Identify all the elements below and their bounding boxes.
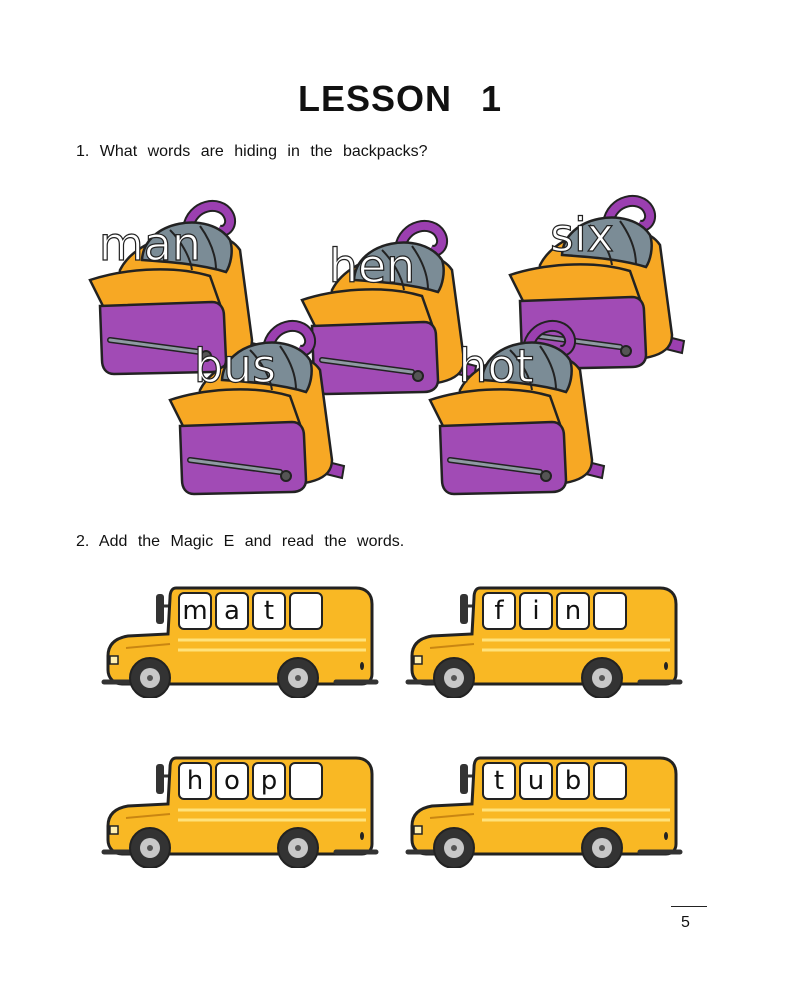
letter-boxes	[178, 762, 323, 800]
magic-e-blank-box[interactable]	[289, 592, 323, 630]
magic-e-blank-box[interactable]	[593, 762, 627, 800]
backpack-word: hen	[328, 239, 416, 293]
school-bus-hop	[100, 748, 380, 868]
letter-box: n	[556, 592, 590, 630]
letter-box: m	[178, 592, 212, 630]
school-bus-fin	[404, 578, 684, 698]
letter-box: u	[519, 762, 553, 800]
letter-box: o	[215, 762, 249, 800]
page-number-rule	[671, 906, 707, 907]
letter-box: h	[178, 762, 212, 800]
backpack-word: bus	[193, 339, 277, 393]
letter-boxes	[482, 762, 627, 800]
school-bus-mat	[100, 578, 380, 698]
letter-box: f	[482, 592, 516, 630]
letter-box: t	[252, 592, 286, 630]
letter-box: a	[215, 592, 249, 630]
page-number: 5	[681, 914, 690, 931]
backpack-word: six	[550, 208, 614, 262]
backpack-bus	[160, 310, 350, 500]
exercise-2-instruction: 2. Add the Magic E and read the words.	[76, 533, 405, 550]
backpack-word: man	[98, 217, 202, 271]
letter-boxes	[482, 592, 627, 630]
magic-e-blank-box[interactable]	[289, 762, 323, 800]
letter-box: i	[519, 592, 553, 630]
exercise-1-instruction: 1. What words are hiding in the backpacks?	[76, 143, 428, 160]
backpack-word: hot	[458, 339, 534, 393]
magic-e-blank-box[interactable]	[593, 592, 627, 630]
letter-box: b	[556, 762, 590, 800]
backpack-hot	[420, 310, 610, 500]
letter-boxes	[178, 592, 323, 630]
letter-box: t	[482, 762, 516, 800]
page-title: LESSON 1	[297, 78, 503, 119]
school-bus-tub	[404, 748, 684, 868]
letter-box: p	[252, 762, 286, 800]
